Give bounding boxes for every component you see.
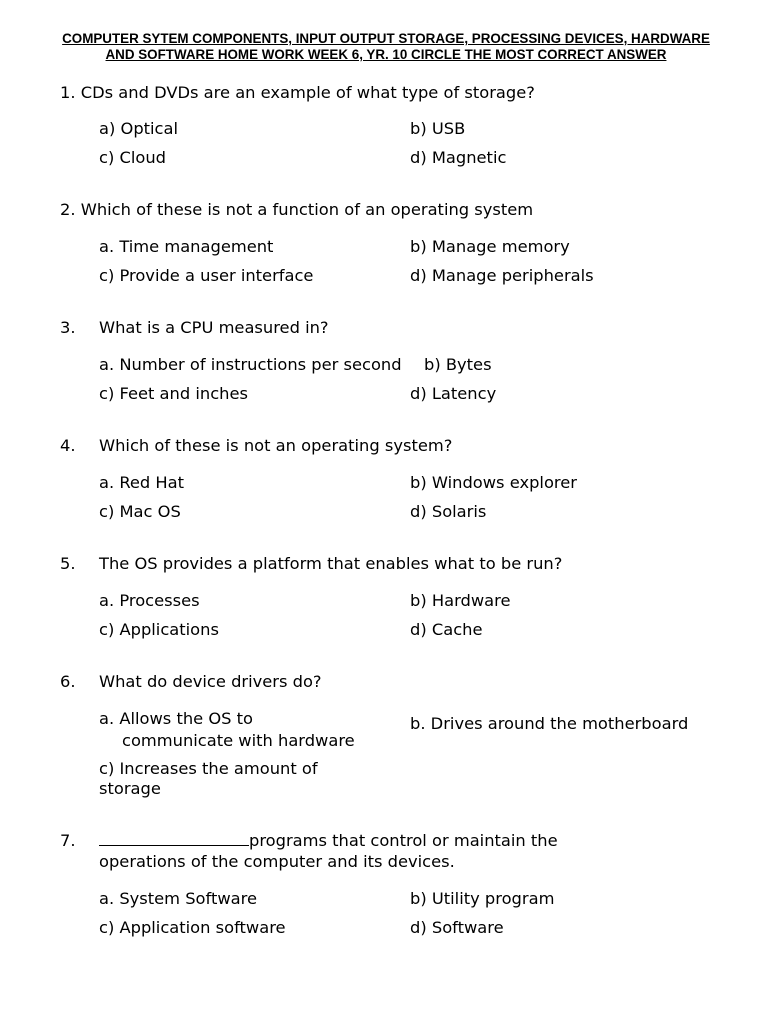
worksheet-title: COMPUTER SYTEM COMPONENTS, INPUT OUTPUT STORAGE, PROCESSING DEVICES, HARDWARE AND SOFTWARE HOME WORK WEEK 6, YR. 10 CIRCLE THE MOST CORRECT ANSWER xyxy=(62,31,710,62)
question-text: CDs and DVDs are an example of what type of storage? xyxy=(80,83,535,102)
option-4a[interactable]: a. Red Hat xyxy=(99,473,185,492)
option-6a-continued[interactable]: communicate with hardware xyxy=(122,731,355,750)
question-6-number: 6. xyxy=(60,672,76,691)
question-7-number: 7. xyxy=(60,831,76,850)
option-3c[interactable]: c) Feet and inches xyxy=(99,384,248,403)
question-6-text: What do device drivers do? xyxy=(99,672,322,691)
option-3a[interactable]: a. Number of instructions per second xyxy=(99,355,402,374)
option-4d[interactable]: d) Solaris xyxy=(410,502,487,521)
option-5d[interactable]: d) Cache xyxy=(410,620,483,639)
option-7d[interactable]: d) Software xyxy=(410,918,504,937)
question-3-number: 3. xyxy=(60,318,76,337)
option-1a[interactable]: a) Optical xyxy=(99,119,179,138)
option-5a[interactable]: a. Processes xyxy=(99,591,200,610)
question-number: 1. xyxy=(60,83,76,102)
question-2 xyxy=(60,199,533,221)
option-2a[interactable]: a. Time management xyxy=(99,237,274,256)
option-6c[interactable]: c) Increases the amount of storage xyxy=(99,759,318,798)
answer-blank[interactable] xyxy=(99,830,249,846)
question-7-line2: operations of the computer and its devices. xyxy=(99,852,455,871)
option-3d[interactable]: d) Latency xyxy=(410,384,497,403)
option-5c[interactable]: c) Applications xyxy=(99,620,219,639)
question-text: Which of these is not a function of an operating system xyxy=(80,200,534,219)
option-7c[interactable]: c) Application software xyxy=(99,918,286,937)
option-6b[interactable]: b. Drives around the motherboard xyxy=(410,714,689,733)
option-7b[interactable]: b) Utility program xyxy=(410,889,555,908)
question-4-number: 4. xyxy=(60,436,76,455)
option-2d[interactable]: d) Manage peripherals xyxy=(410,266,594,285)
question-5-number: 5. xyxy=(60,554,76,573)
option-5b[interactable]: b) Hardware xyxy=(410,591,511,610)
question-number: 2. xyxy=(60,200,76,219)
question-5-text: The OS provides a platform that enables what to be run? xyxy=(99,554,563,573)
question-1 xyxy=(60,82,535,104)
question-text: programs that control or maintain the xyxy=(249,831,558,850)
option-1d[interactable]: d) Magnetic xyxy=(410,148,507,167)
option-3b[interactable]: b) Bytes xyxy=(424,355,492,374)
option-4c[interactable]: c) Mac OS xyxy=(99,502,181,521)
option-6a[interactable]: a. Allows the OS to xyxy=(99,709,254,728)
option-1b[interactable]: b) USB xyxy=(410,119,466,138)
question-4-text: Which of these is not an operating system? xyxy=(99,436,453,455)
option-7a[interactable]: a. System Software xyxy=(99,889,257,908)
question-7-line1 xyxy=(99,830,558,852)
option-1c[interactable]: c) Cloud xyxy=(99,148,166,167)
option-2c[interactable]: c) Provide a user interface xyxy=(99,266,314,285)
option-4b[interactable]: b) Windows explorer xyxy=(410,473,577,492)
question-3-text: What is a CPU measured in? xyxy=(99,318,329,337)
option-2b[interactable]: b) Manage memory xyxy=(410,237,570,256)
